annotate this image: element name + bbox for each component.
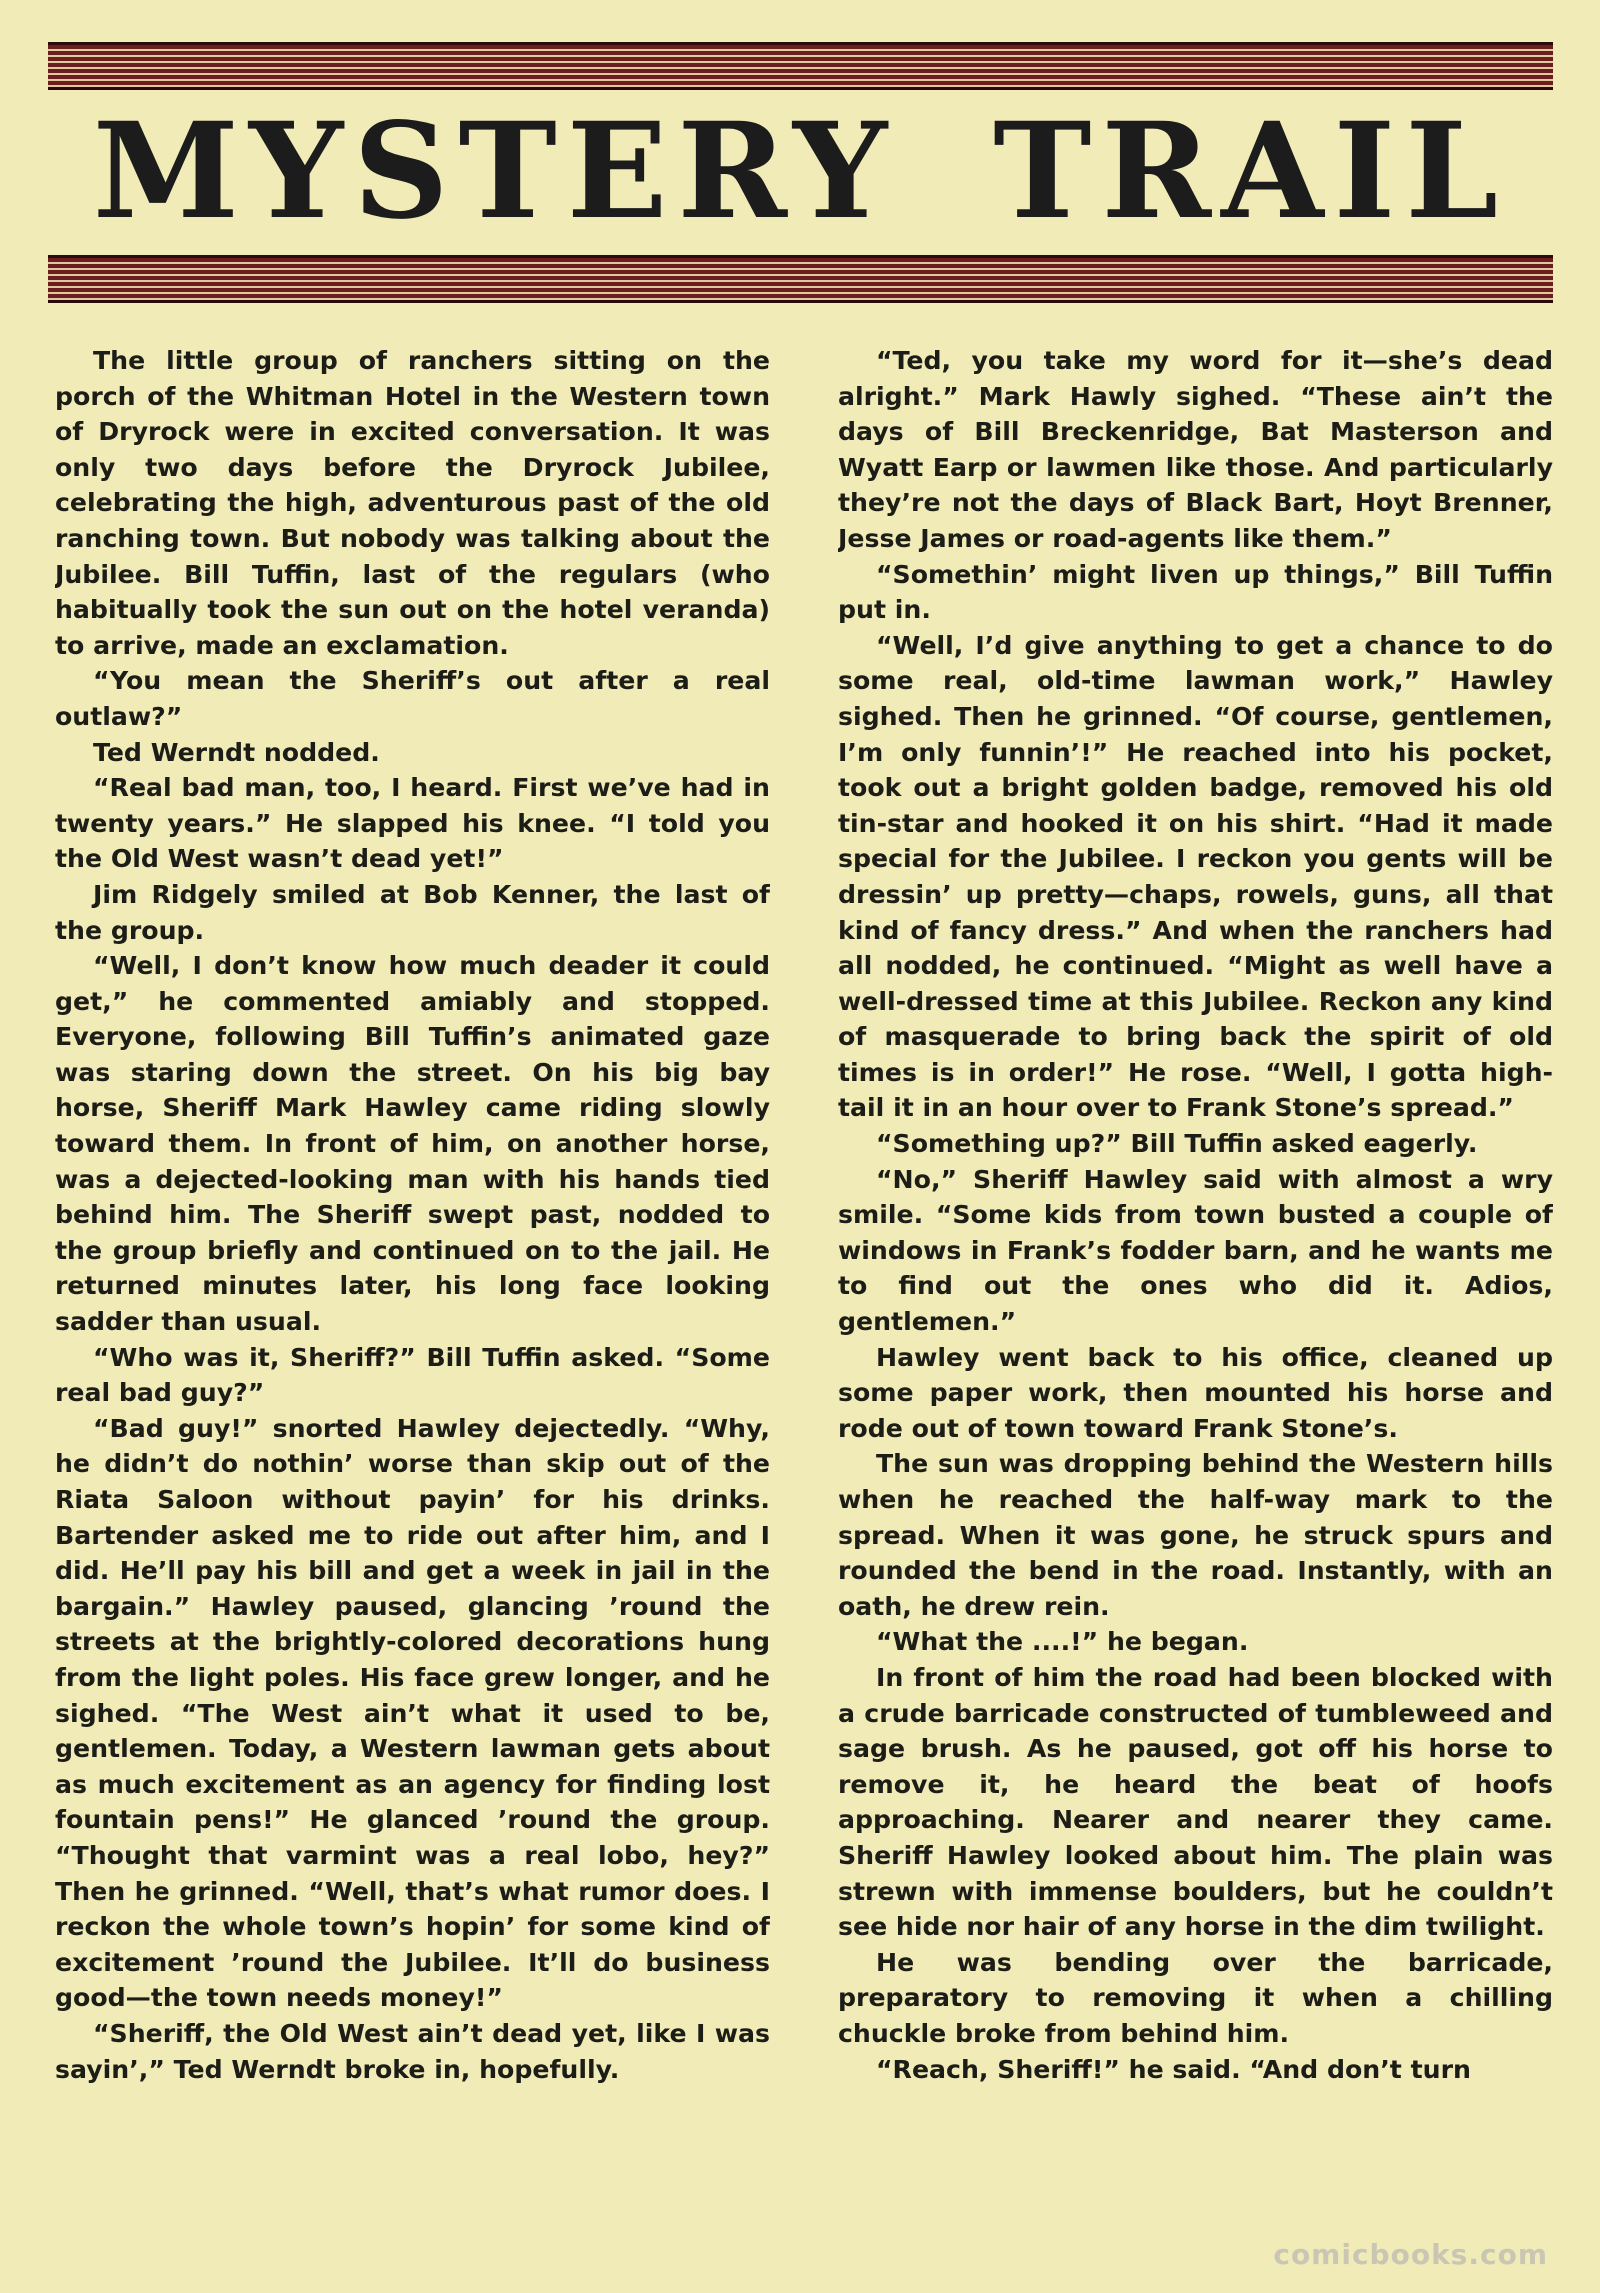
paragraph: “Something up?” Bill Tuffin asked eagerly. bbox=[876, 1129, 1478, 1159]
paragraph: He was bending over the barricade, preparatory to removing it when a chilling chuckle broke from behind him. bbox=[838, 1947, 1553, 2048]
paragraph: “You mean the Sheriff’s out after a real outlaw?” bbox=[55, 666, 770, 731]
title-rule-bottom bbox=[48, 255, 1553, 303]
paragraph: “What the ....!” he began. bbox=[876, 1627, 1249, 1657]
paragraph: “Bad guy!” snorted Hawley dejectedly. “Why, he didn’t do nothin’ worse than skip out of the Riata Saloon without payin’ for his drinks. Bartender asked me to ride out after him, and I did. He’ll pay his bill and get a week in jail in the bargain.” Hawley paused, glancing ’round the streets at the brightly-colored decorations hung from the light poles. His face grew longer, and he sighed. “The West ain’t what it used to be, gentlemen. Today, a Western lawman gets about as much excitement as an agency for finding lost fountain pens!” He glanced ’round the group. “Thought that varmint was a real lobo, hey?” Then he grinned. “Well, that’s what rumor does. I reckon the whole town’s hopin’ for some kind of excitement ’round the Jubilee. It’ll do business good—the town needs money!” bbox=[55, 1413, 770, 2013]
paragraph: In front of him the road had been blocked with a crude barricade constructed of tumbleweed and sage brush. As he paused, got off his horse to remove it, he heard the beat of hoofs approaching. Nearer and nearer they came. Sheriff Hawley looked about him. The plain was strewn with immense boulders, but he couldn’t see hide nor hair of any horse in the dim twilight. bbox=[838, 1662, 1553, 1942]
paragraph: “No,” Sheriff Hawley said with almost a wry smile. “Some kids from town busted a couple of windows in Frank’s fodder barn, and he wants me to find out the ones who did it. Adios, gentlemen.” bbox=[838, 1164, 1553, 1337]
paragraph: “Reach, Sheriff!” he said. “And don’t turn bbox=[876, 2054, 1471, 2084]
right-column bbox=[838, 343, 1553, 2243]
paragraph: Ted Werndt nodded. bbox=[93, 737, 380, 767]
story-title: MYSTERY TRAIL bbox=[92, 93, 1509, 249]
paragraph: “Real bad man, too, I heard. First we’ve had in twenty years.” He slapped his knee. “I told you the Old West wasn’t dead yet!” bbox=[55, 773, 770, 874]
paragraph: “Well, I’d give anything to get a chance to do some real, old-time lawman work,” Hawley sighed. Then he grinned. “Of course, gentlemen, I’m only funnin’!” He reached into his pocket, took out a bright golden badge, removed his old tin-star and hooked it on his shirt. “Had it made special for the Jubilee. I reckon you gents will be dressin’ up pretty—chaps, rowels, guns, all that kind of fancy dress.” And when the ranchers had all nodded, he continued. “Might as well have a well-dressed time at this Jubilee. Reckon any kind of masquerade to bring back the spirit of old times is in order!” He rose. “Well, I gotta high-tail it in an hour over to Frank Stone’s spread.” bbox=[838, 630, 1553, 1123]
paragraph: “Who was it, Sheriff?” Bill Tuffin asked. “Some real bad guy?” bbox=[55, 1342, 770, 1408]
paragraph: Jim Ridgely smiled at Bob Kenner, the last of the group. bbox=[55, 879, 770, 945]
left-column bbox=[55, 343, 770, 2243]
watermark-text: comicbooks.com bbox=[1273, 2238, 1548, 2271]
title-rule-top bbox=[48, 42, 1553, 90]
paragraph: “Sheriff, the Old West ain’t dead yet, like I was sayin’,” Ted Werndt broke in, hopefully. bbox=[55, 2018, 770, 2084]
paragraph: “Ted, you take my word for it—she’s dead alright.” Mark Hawly sighed. “These ain’t the days of Bill Breckenridge, Bat Masterson and Wyatt Earp or lawmen like those. And particularly they’re not the days of Black Bart, Hoyt Brenner, Jesse James or road-agents like them.” bbox=[838, 346, 1553, 553]
paragraph: “Somethin’ might liven up things,” Bill Tuffin put in. bbox=[838, 559, 1553, 625]
paragraph: “Well, I don’t know how much deader it could get,” he commented amiably and stopped. Everyone, following Bill Tuffin’s animated gaze was staring down the street. On his big bay horse, Sheriff Mark Hawley came riding slowly toward them. In front of him, on another horse, was a dejected-looking man with his hands tied behind him. The Sheriff swept past, nodded to the group briefly and continued on to the jail. He returned minutes later, his long face looking sadder than usual. bbox=[55, 951, 770, 1337]
paragraph: The sun was dropping behind the Western hills when he reached the half-way mark to the spread. When it was gone, he struck spurs and rounded the bend in the road. Instantly, with an oath, he drew rein. bbox=[838, 1449, 1553, 1621]
paragraph: The little group of ranchers sitting on the porch of the Whitman Hotel in the Western town of Dryrock were in excited conversation. It was only two days before the Dryrock Jubilee, celebrating the high, adventurous past of the old ranching town. But nobody was talking about the Jubilee. Bill Tuffin, last of the regulars (who habitually took the sun out on the hotel veranda) to arrive, made an exclamation. bbox=[55, 346, 770, 660]
paragraph: Hawley went back to his office, cleaned up some paper work, then mounted his horse and rode out of town toward Frank Stone’s. bbox=[838, 1342, 1553, 1443]
